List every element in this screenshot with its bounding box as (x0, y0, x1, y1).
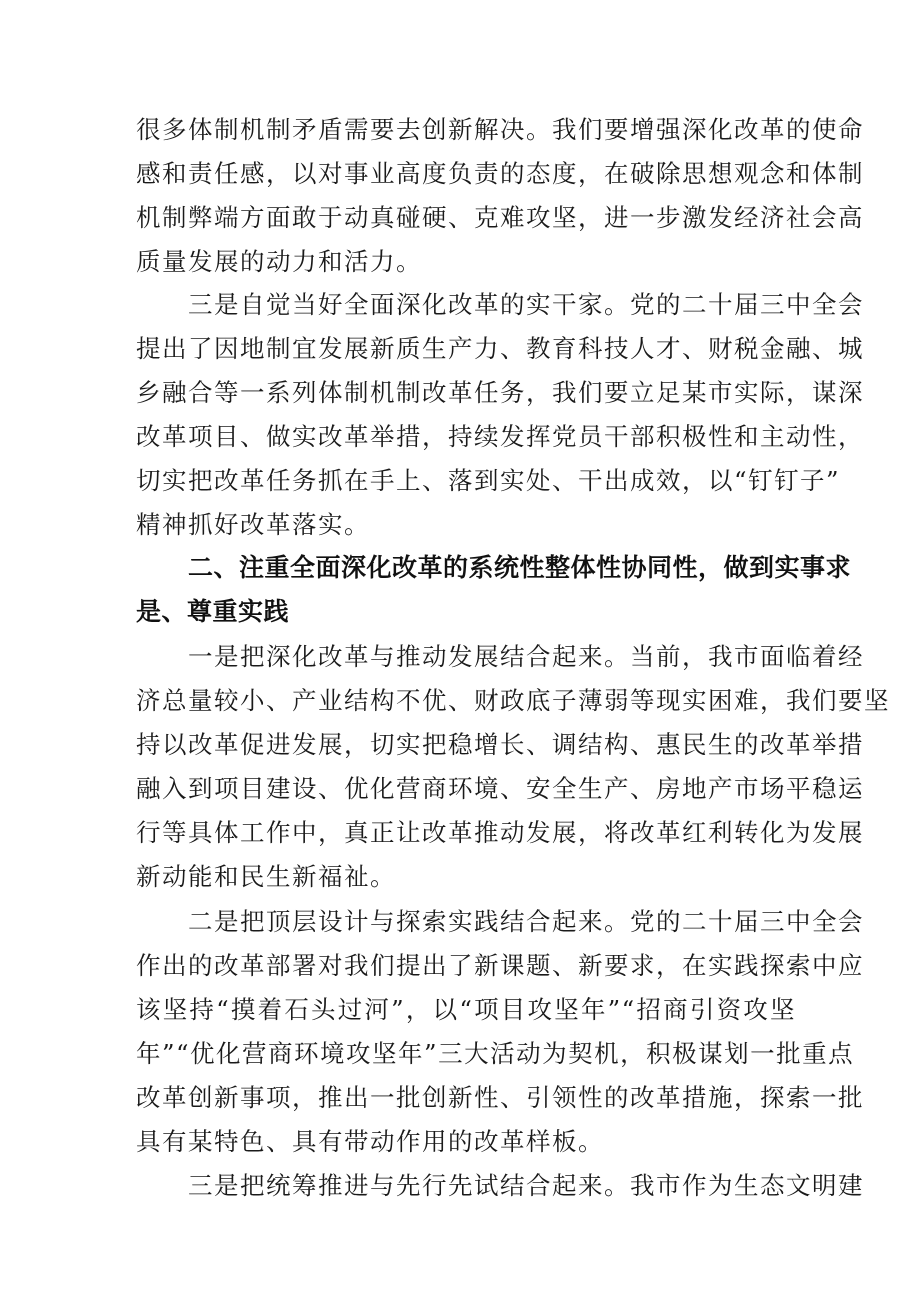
paragraph-line: 济总量较小、产业结构不优、财政底子薄弱等现实困难，我们要坚 (136, 686, 890, 715)
paragraph-line: 三是把统筹推进与先行先试结合起来。我市作为生态文明建 (188, 1171, 864, 1200)
paragraph-line: 质量发展的动力和活力。 (136, 247, 422, 276)
paragraph-line: 精神抓好改革落实。 (136, 510, 370, 539)
paragraph-line: 新动能和民生新福祉。 (136, 862, 396, 891)
paragraph-line: 具有某特色、具有带动作用的改革样板。 (136, 1127, 604, 1156)
paragraph-line: 很多体制机制矛盾需要去创新解决。我们要增强深化改革的使命 (136, 115, 864, 144)
paragraph-4 (136, 900, 864, 1164)
heading-line: 二、注重全面深化改革的系统性整体性协同性，做到实事求 (188, 553, 852, 582)
paragraph-line: 改革项目、做实改革举措，持续发挥党员干部积极性和主动性， (136, 422, 864, 451)
paragraph-line: 年”“优化营商环境攻坚年”三大活动为契机，积极谋划一批重点 (136, 1039, 855, 1068)
paragraph-line: 作出的改革部署对我们提出了新课题、新要求，在实践探索中应 (136, 951, 864, 980)
paragraph-line: 乡融合等一系列体制机制改革任务，我们要立足某市实际，谋深 (136, 378, 864, 407)
paragraph-line: 切实把改革任务抓在手上、落到实处、干出成效，以“钉钉子” (136, 466, 841, 495)
paragraph-line: 提出了因地制宜发展新质生产力、教育科技人才、财税金融、城 (136, 334, 864, 363)
paragraph-line: 机制弊端方面敢于动真碰硬、克难攻坚，进一步激发经济社会高 (136, 203, 864, 232)
paragraph-3 (136, 635, 890, 899)
paragraph-1 (136, 108, 864, 284)
paragraph-line: 该坚持“摸着石头过河”，以“项目攻坚年”“招商引资攻坚 (136, 995, 796, 1024)
paragraph-5 (136, 1164, 864, 1208)
paragraph-line: 行等具体工作中，真正让改革推动发展，将改革红利转化为发展 (136, 818, 864, 847)
paragraph-line: 融入到项目建设、优化营商环境、安全生产、房地产市场平稳运 (136, 774, 864, 803)
paragraph-line: 二是把顶层设计与探索实践结合起来。党的二十届三中全会 (188, 907, 864, 936)
section-heading (136, 546, 852, 634)
heading-line: 是、尊重实践 (136, 597, 290, 626)
paragraph-line: 持以改革促进发展，切实把稳增长、调结构、惠民生的改革举措 (136, 730, 864, 759)
paragraph-line: 改革创新事项，推出一批创新性、引领性的改革措施，探索一批 (136, 1083, 864, 1112)
paragraph-line: 一是把深化改革与推动发展结合起来。当前，我市面临着经 (188, 642, 864, 671)
paragraph-line: 三是自觉当好全面深化改革的实干家。党的二十届三中全会 (188, 290, 864, 319)
paragraph-2 (136, 283, 864, 547)
paragraph-line: 感和责任感，以对事业高度负责的态度，在破除思想观念和体制 (136, 159, 864, 188)
